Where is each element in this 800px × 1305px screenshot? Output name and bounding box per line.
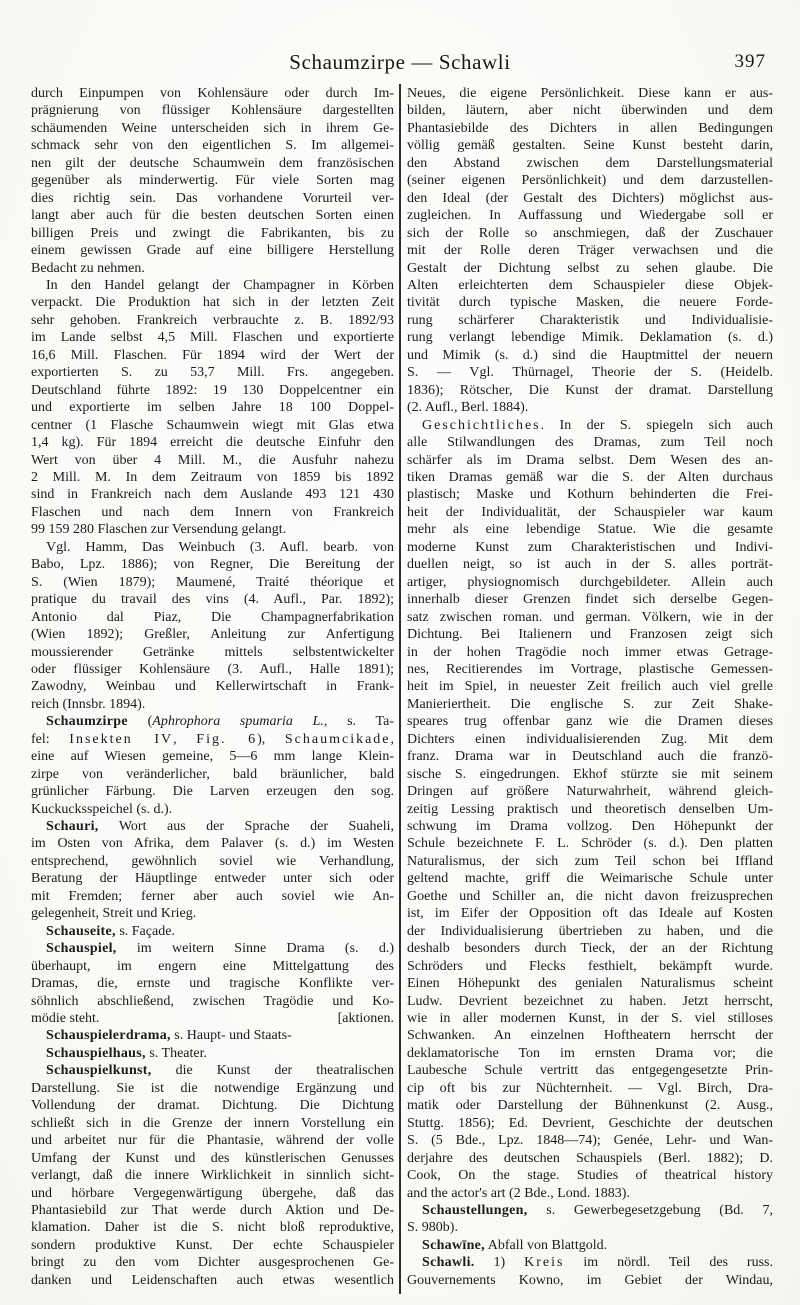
text-line: gegenüber als minderwertig. Für viele Sorten mag	[31, 173, 394, 189]
text-line: pratique du travail des vins (4. Aufl., Par. 1892);	[31, 592, 394, 608]
text-line: überhaupt, im engern eine Mittelgattung des	[31, 958, 394, 974]
text-line: deshalb besonders durch Tieck, der an der Richtung	[407, 941, 773, 957]
text-line: Gouvernements Kowno, im Gebiet der Windau,	[407, 1272, 773, 1288]
text-line: entsprechend, gewöhnlich soviel wie Verhandlung,	[31, 853, 394, 869]
page-title: Schaumzirpe — Schawli	[289, 50, 511, 74]
text-line: Dichters einen individualisierenden Zug. Mit dem	[407, 731, 773, 747]
text-line: exportierten S. zu 53,7 Mill. Frs. angegeben.	[31, 365, 394, 381]
text-line: rung verlangt lebendige Mimik. Deklamation (s. d.)	[407, 330, 773, 346]
text-line: ist, im Eifer der Opposition oft das Ideale auf Kosten	[407, 906, 773, 922]
text-line: im Lande selbst 4,5 Mill. Flaschen und exportierte	[31, 330, 394, 346]
text-line: der Individualisierung übertrieben zu haben, und die	[407, 923, 773, 939]
text-line: Schwanken. An einzelnen Hoftheatern herrscht der	[407, 1028, 773, 1044]
text-line: schäumenden Weine unterscheiden sich in ihrem Ge-	[31, 120, 394, 136]
text-line: sehr gehoben. Frankreich verbrauchte z. B. 1892/93	[31, 312, 394, 328]
text-line: heit der Individualität, der Schauspieler war kaum	[407, 504, 773, 520]
text-line: 1836); Rötscher, Die Kunst der dramat. Darstellung	[407, 382, 773, 398]
text-line: mit der Rolle deren Träger verwachsen und die	[407, 243, 773, 259]
text-line: zeitig Lessing praktisch und theoretisch denselben Um-	[407, 801, 773, 817]
text-line: geltend machte, griff die Weimarische Schule unter	[407, 871, 773, 887]
text-line: söhnlich abschließend, zwischen Tragödie und Ko-	[31, 993, 394, 1009]
text-line: Schauspielhaus, s. Theater.	[46, 1045, 207, 1061]
text-line: 1,4 kg). Für 1894 erreicht die deutsche Einfuhr den	[31, 435, 394, 451]
text-line: (Wien 1892); Greßler, Anleitung zur Anfertigung	[31, 627, 394, 643]
text-line: dies richtig sein. Das vorhandene Vorurteil ver-	[31, 190, 394, 206]
text-line: (2. Aufl., Berl. 1884).	[407, 400, 529, 416]
text-line: Laubesche Schule vertritt das entgegengesetzte Prin-	[407, 1063, 773, 1079]
text-line: tivität durch typische Masken, die neuere Forde-	[407, 295, 773, 311]
text-line: S. (5 Bde., Lpz. 1848—74); Genée, Lehr- und Wan-	[407, 1133, 773, 1149]
text-line: völlig gemäß gestalten. Seine Kunst besteht darin,	[407, 138, 773, 154]
text-line: deklamatorische Ton im ernsten Drama vor; die	[407, 1045, 773, 1061]
text-line: nes, Recitierendes im Vortrage, plastische Gemessen-	[407, 661, 773, 677]
text-line: rung schärferer Charakteristik und Individualisie-	[407, 312, 773, 328]
text-line: In den Handel gelangt der Champagner in Körben	[46, 277, 394, 293]
text-line: Manieriertheit. Die englische S. zur Zeit Shake-	[407, 696, 773, 712]
text-line: 99 159 280 Flaschen zur Versendung gelangt.	[31, 522, 287, 538]
text-line: reich (Innsbr. 1894).	[31, 696, 146, 712]
text-line: Ludw. Devrient bezeichnet zu haben. Jetzt herrscht,	[407, 993, 773, 1009]
text-line: schwung im Drama vollzog. Den Höhepunkt der	[407, 819, 773, 835]
text-line: Alten erleichterten dem Schauspieler diese Objek-	[407, 277, 773, 293]
text-line: schließt sich in die Grenze der innern Vorstellung ein	[31, 1115, 394, 1131]
text-line: Geschichtliches. In der S. spiegeln sich auch	[422, 417, 773, 433]
text-line: durch Einpumpen von Kohlensäure oder durch Im-	[31, 86, 394, 101]
text-line: klamation. Daher ist die S. nicht bloß reproduktive,	[31, 1220, 394, 1236]
text-line: Schaumzirpe (Aphrophora spumaria L., s. Ta-	[46, 714, 394, 730]
text-line: Gestalt der Dichtung selbst zu sehen glaube. Die	[407, 260, 773, 276]
column-right	[407, 85, 773, 1289]
text-line: wie in aller modernen Kunst, in der S. viel stilloses	[407, 1011, 773, 1027]
text-line: derjahre des deutschen Schauspiels (Berl. 1882); D.	[407, 1150, 773, 1166]
text-line: and the actor's art (2 Bde., Lond. 1883).	[407, 1185, 630, 1201]
text-line: schärfer als im Drama selbst. Dem Wesen des an-	[407, 452, 773, 468]
text-line: Dringen auf größere Naturwahrheit, während gleich-	[407, 784, 773, 800]
text-line: centner (1 Flasche Schaumwein wiegt mit Glas etwa	[31, 417, 394, 433]
text-line: schmack sehr von den eigentlichen S. Im allgemei-	[31, 138, 394, 154]
text-line: und hörbare Vergegenwärtigung übergehe, daß das	[31, 1185, 394, 1201]
text-line: Schauseite, s. Façade.	[46, 923, 175, 939]
text-line: zugleichen. In Auffassung und Wiedergabe soll er	[407, 208, 773, 224]
text-line: grünlicher Färbung. Die Larven erzeugen den sog.	[31, 784, 394, 800]
text-line: mödie steht. [aktionen.	[31, 1011, 394, 1027]
text-line: sische S. eingedrungen. Ekhof stürzte sie mit seinem	[407, 766, 773, 782]
text-line: verlangt, daß die innere Wirklichkeit in sinnlich sicht-	[31, 1168, 394, 1184]
text-line: prägnierung von flüssiger Kohlensäure dargestellten	[31, 103, 394, 119]
text-line: Flaschen und nach dem Innern von Frankreich	[31, 504, 394, 520]
text-line: Einen Höhepunkt des genialen Naturalismus scheint	[407, 976, 773, 992]
text-line: Beratung der Häuptlinge entweder unter sich oder	[31, 871, 394, 887]
text-line: Schaustellungen, s. Gewerbegesetzgebung (Bd. 7,	[422, 1203, 773, 1218]
text-line: Phantasiebild zur That werde durch Aktion und De-	[31, 1203, 394, 1218]
text-line: Schawīne, Abfall von Blattgold.	[422, 1237, 608, 1253]
text-line: Umfang der Kunst und des künstlerischen Genusses	[31, 1150, 394, 1166]
text-line: cip oft bis zur Nüchternheit. — Vgl. Birch, Dra-	[407, 1080, 773, 1096]
text-line: fel: Insekten IV, Fig. 6), Schaumcikade,	[31, 731, 394, 747]
text-line: und arbeitet nur für die Phantasie, während der volle	[31, 1133, 394, 1149]
text-line: eine auf Wiesen gemeine, 5—6 mm lange Klein-	[31, 749, 394, 765]
text-line: plastisch; Maske und Kothurn behinderten die Frei-	[407, 487, 773, 503]
text-line: franz. Drama war in Deutschland auch die franzö-	[407, 749, 773, 765]
text-line: Schauspielkunst, die Kunst der theatralischen	[46, 1063, 394, 1079]
column-left	[31, 85, 394, 1289]
text-line: 16,6 Mill. Flaschen. Für 1894 wird der Wert der	[31, 347, 394, 363]
text-line: bringt zu den vom Dichter ausgesprochenen Ge-	[31, 1255, 394, 1271]
text-line: gelegenheit, Streit und Krieg.	[31, 906, 197, 922]
text-line: Cook, On the stage. Studies of theatrical history	[407, 1168, 773, 1184]
text-line: bilden, läutern, aber nicht überwinden und dem	[407, 103, 773, 119]
text-line: und exportierte im selben Jahre 18 100 Doppel-	[31, 400, 394, 416]
text-line: langt aber auch für die besten deutschen Sorten einen	[31, 208, 394, 224]
text-line: Babo, Lpz. 1886); von Regner, Die Bereitung der	[31, 557, 394, 573]
text-line: Dichtung. Bei Italienern und Franzosen zeigt sich	[407, 627, 773, 643]
text-line: Schawli. 1) Kreis im nördl. Teil des russ.	[422, 1255, 773, 1271]
text-line: Wert von über 4 Mill. M., die Ausfuhr nahezu	[31, 452, 394, 468]
text-line: S. 980b).	[407, 1220, 458, 1236]
text-line: Schauspielerdrama, s. Haupt- und Staats-	[46, 1028, 292, 1044]
text-line: Vollendung der dramat. Dichtung. Die Dichtung	[31, 1098, 394, 1114]
text-line: Neues, die eigene Persönlichkeit. Diese kann er aus-	[407, 86, 773, 101]
text-line: tiken Dramas gemäß war die S. der Alten durchaus	[407, 469, 773, 485]
running-head	[0, 50, 800, 78]
text-line: Dramas, die, ernste und tragische Konflikte ver-	[31, 976, 394, 992]
text-line: verpackt. Die Produktion hat sich in der letzten Zeit	[31, 295, 394, 311]
text-line: Phantasiebilde des Dichters in allen Bedingungen	[407, 120, 773, 136]
text-line: Antonio dal Piaz, Die Champagnerfabrikation	[31, 609, 394, 625]
text-line: sich der Rolle so anschmiegen, daß der Zuschauer	[407, 225, 773, 241]
text-line: Goethe und Schiller an, die nicht davon freizusprechen	[407, 888, 773, 904]
text-line: artiger, physiognomisch durchgebildeter. Allein auch	[407, 574, 773, 590]
text-line: duellen neigt, so ist auch in der S. alles porträt-	[407, 557, 773, 573]
page-number: 397	[734, 51, 766, 72]
text-line: sind in Frankreich nach dem Auslande 493 121 430	[31, 487, 394, 503]
text-line: innerhalb dieser Grenzen findet sich derselbe Gegen-	[407, 592, 773, 608]
text-line: Vgl. Hamm, Das Weinbuch (3. Aufl. bearb. von	[46, 539, 394, 555]
text-line: S. (Wien 1879); Maumené, Traité théorique et	[31, 574, 394, 590]
text-line: speares trug offenbar ganz wie die Dramen dieses	[407, 714, 773, 730]
text-line: und Mimik (s. d.) sind die Hauptmittel der neuern	[407, 347, 773, 363]
text-line: im Osten von Afrika, dem Palaver (s. d.) im Westen	[31, 836, 394, 852]
text-line: Schule bezeichnete F. L. Schröder (s. d.). Den platten	[407, 836, 773, 852]
text-line: matik oder Darstellung der Bühnenkunst (2. Ausg.,	[407, 1098, 773, 1114]
text-line: Darstellung. Sie ist die notwendige Ergänzung und	[31, 1080, 394, 1096]
text-line: Schröders und Flecks festhielt, bekämpft wurde.	[407, 958, 773, 974]
text-line: mehr als eine lebendige Statue. Wie die gesamte	[407, 522, 773, 538]
text-line: moussierender Getränke mittels selbstentwickelter	[31, 644, 394, 660]
text-line: satz zwischen roman. und german. Völkern, wie in der	[407, 609, 773, 625]
text-line: den Abstand zwischen dem Darstellungsmaterial	[407, 155, 773, 171]
text-line: (seiner eigenen Persönlichkeit) und dem darzustellen-	[407, 173, 773, 189]
text-line: Naturalismus, der sich zum Teil schon bei Iffland	[407, 853, 773, 869]
text-line: 2 Mill. M. In dem Zeitraum von 1859 bis 1892	[31, 469, 394, 485]
text-line: Deutschland führte 1892: 19 130 Doppelcentner ein	[31, 382, 394, 398]
text-line: Stuttg. 1856); Ed. Devrient, Geschichte der deutschen	[407, 1115, 773, 1131]
text-line: zirpe von veränderlicher, bald bräunlicher, bald	[31, 766, 394, 782]
text-line: Schauspiel, im weitern Sinne Drama (s. d.)	[46, 941, 394, 957]
text-line: einem gewissen Grade auf eine billigere Herstellung	[31, 243, 394, 259]
column-divider	[399, 84, 401, 1294]
text-line: danken und Leidenschaften auch etwas wesentlich	[31, 1272, 394, 1288]
text-line: billigen Preis und zwingt die Fabrikanten, bis zu	[31, 225, 394, 241]
text-line: S. — Vgl. Thürnagel, Theorie der S. (Heidelb.	[407, 365, 773, 381]
text-line: Schauri, Wort aus der Sprache der Suaheli,	[46, 819, 394, 835]
text-line: Kuckucksspeichel (s. d.).	[31, 801, 173, 817]
text-line: nen gilt der deutsche Schaumwein dem französischen	[31, 155, 394, 171]
text-line: Bedacht zu nehmen.	[31, 260, 145, 276]
text-line: moderne Kunst zum Charakteristischen und Indivi-	[407, 539, 773, 555]
text-line: heit im Spiel, in neuester Zeit freilich auch viel grelle	[407, 679, 773, 695]
text-line: sondern produktive Kunst. Der echte Schauspieler	[31, 1237, 394, 1253]
text-line: den Ideal (der Gestalt des Dichters) möglichst aus-	[407, 190, 773, 206]
text-line: mit Fremden; ferner aber auch soviel wie An-	[31, 888, 394, 904]
text-line: in der hohen Tragödie noch immer etwas Getrage-	[407, 644, 773, 660]
text-line: oder flüssiger Kohlensäure (3. Aufl., Halle 1891);	[31, 661, 394, 677]
text-line: Zawodny, Weinbau und Kellerwirtschaft in Frank-	[31, 679, 394, 695]
text-line: alle Stilwandlungen des Dramas, zum Teil noch	[407, 435, 773, 451]
